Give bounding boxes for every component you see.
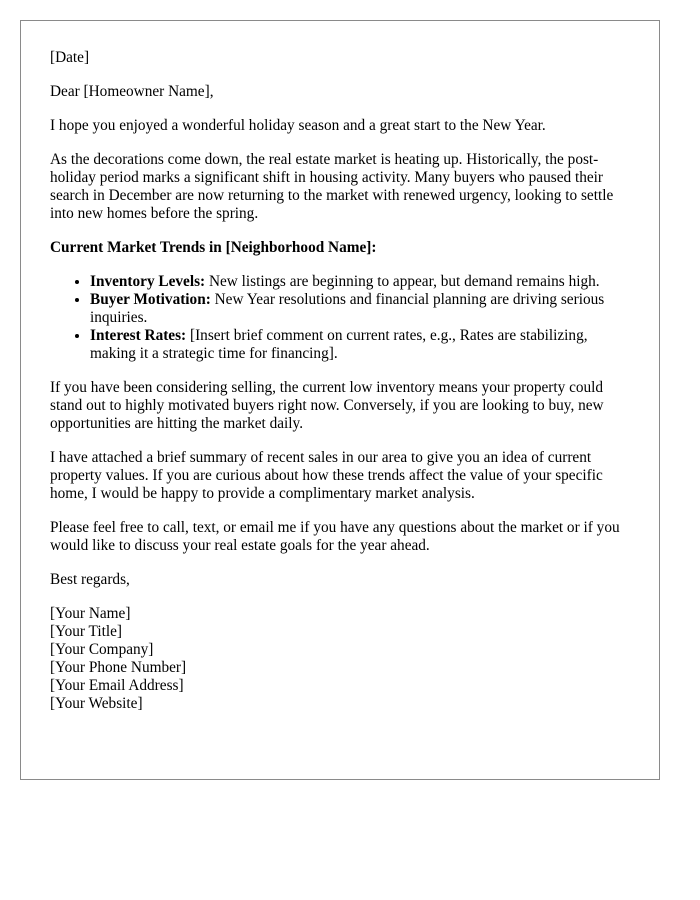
salutation: Dear [Homeowner Name],	[50, 83, 214, 100]
trend-text: New listings are beginning to appear, but demand remains high.	[205, 273, 600, 290]
trend-item-buyer-motivation	[90, 291, 630, 327]
market-trends-list	[50, 273, 630, 363]
trend-item-interest-rates	[90, 327, 630, 363]
signature-name: [Your Name]	[50, 605, 131, 622]
signature-website: [Your Website]	[50, 695, 143, 712]
attachment-paragraph: I have attached a brief summary of recent sales in our area to give you an idea of current property values. If you are curious about how these trends affect the value of your specific home, I would be happy to provide a complimentary market analysis.	[50, 449, 603, 502]
signature-phone: [Your Phone Number]	[50, 659, 187, 676]
trend-text: [Insert brief comment on current rates, e.g., Rates are stabilizing, making it a strategic time for financing].	[90, 327, 588, 362]
signature-title: [Your Title]	[50, 623, 122, 640]
contact-paragraph: Please feel free to call, text, or email me if you have any questions about the market or if you would like to discuss your real estate goals for the year ahead.	[50, 519, 620, 554]
intro-paragraph: I hope you enjoyed a wonderful holiday season and a great start to the New Year.	[50, 117, 546, 134]
letter-document	[20, 20, 660, 780]
market-paragraph: As the decorations come down, the real estate market is heating up. Historically, the post-holiday period marks a significant shift in housing activity. Many buyers who paused their search in December are now returning to the market with renewed urgency, looking to settle into new homes before the spring.	[50, 151, 614, 222]
signature-block	[50, 605, 630, 713]
market-trends-heading: Current Market Trends in [Neighborhood Name]:	[50, 239, 377, 256]
trend-term: Interest Rates:	[90, 327, 187, 344]
closing: Best regards,	[50, 571, 130, 588]
signature-email: [Your Email Address]	[50, 677, 184, 694]
trend-text: New Year resolutions and financial planning are driving serious inquiries.	[90, 291, 605, 326]
selling-buying-paragraph: If you have been considering selling, the current low inventory means your property could stand out to highly motivated buyers right now. Conversely, if you are looking to buy, new opportunities are hitting the market daily.	[50, 379, 604, 432]
trend-item-inventory-levels	[90, 273, 630, 291]
trend-term: Inventory Levels:	[90, 273, 206, 290]
trend-term: Buyer Motivation:	[90, 291, 211, 308]
date-line: [Date]	[50, 49, 90, 66]
signature-company: [Your Company]	[50, 641, 154, 658]
